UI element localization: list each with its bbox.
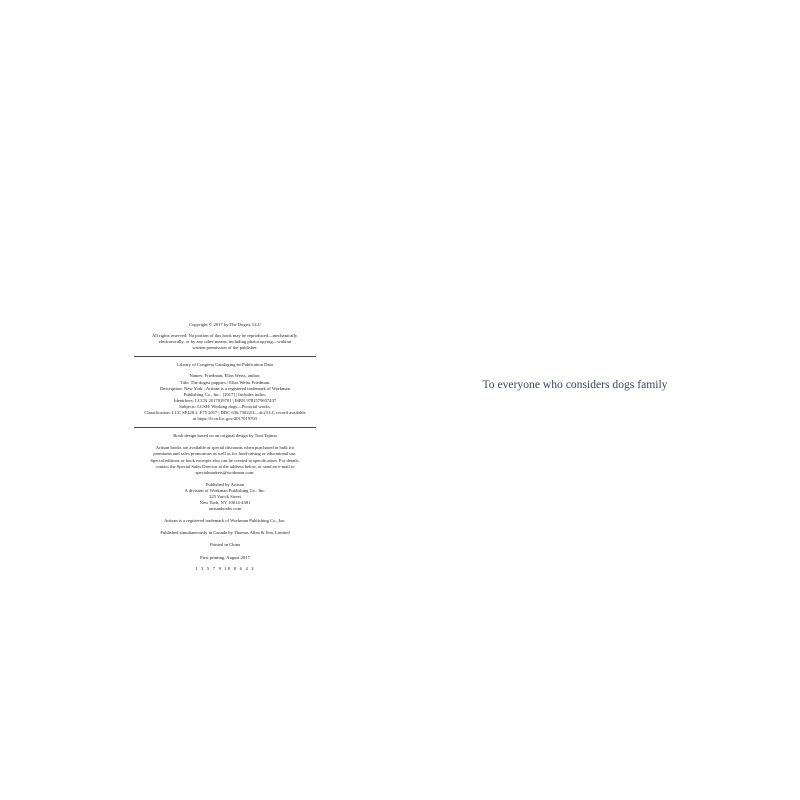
cip-line: at https://lccn.loc.gov/2017019703 [193, 416, 257, 422]
special-sales-line: premiums and sales promotions as well as for fund-raising or educational use. [153, 451, 297, 457]
cip-line: Classification: LCC SF428.2 .F75 2017 | DDC 636.73022/2—dc23 LC record available [144, 410, 306, 416]
special-sales-line: contact the Special Sales Director at the address below, or send an e-mail to [155, 463, 295, 469]
cip-line: Title: The dogist puppies / Elias Weiss Friedman. [179, 379, 271, 385]
printed-in: Printed in China [209, 542, 241, 548]
publisher-line: Published by Artisan [205, 481, 245, 487]
cip-line: Subjects: LCSH: Working dogs—Pictorial works. [179, 403, 271, 409]
trademark-notice: Artisan is a registered trademark of Workman Publishing Co., Inc. [164, 518, 286, 524]
special-sales-line: Artisan books are available at special discounts when purchased in bulk for [155, 445, 295, 451]
copyright-page [134, 322, 316, 572]
publisher-line: 225 Varick Street [209, 493, 241, 499]
first-printing: First printing, August 2017 [200, 554, 250, 560]
cip-line: Identifiers: LCCN 2017019701 | ISBN 9781579657437 [173, 397, 277, 403]
design-credit: Book design based on an original design by Toni Tajima [173, 433, 277, 439]
rights-statement [134, 333, 316, 351]
cip-line: Description: New York : Artisan is a registered trademark of Workman [160, 385, 290, 391]
cip-line: Publishing Co., Inc., [2017] | Includes index. [183, 391, 267, 397]
cip-heading: Library of Congress Cataloging-in-Publication Data [177, 362, 273, 368]
publisher-line: artisanbooks.com [208, 506, 242, 512]
rights-line: written permission of the publisher. [192, 345, 258, 351]
divider [134, 427, 316, 428]
divider [134, 356, 316, 357]
printing-numbers: 1 3 5 7 9 10 8 6 4 2 [195, 565, 255, 571]
rights-line: electronically, or by any other means, including photocopying—without [158, 339, 292, 345]
publisher-line: New York, NY 10014-4381 [199, 500, 251, 506]
copyright-notice: Copyright © 2017 by The Dogist, LLC [189, 322, 261, 327]
cip-data [134, 373, 316, 422]
cip-line: Names: Friedman, Elias Weiss, author. [189, 373, 261, 379]
publisher-line: A division of Workman Publishing Co., Inc. [184, 487, 266, 493]
special-sales-notice [134, 445, 316, 475]
dedication: To everyone who considers dogs family [482, 378, 668, 391]
special-sales-line: specialmarkets@workman.com. [195, 469, 255, 475]
publisher-info [134, 482, 316, 512]
canada-notice: Published simultaneously in Canada by Thomas Allen & Son, Limited [160, 530, 290, 536]
rights-line: All rights reserved. No portion of this book may be reproduced—mechanically, [152, 333, 298, 339]
special-sales-line: Special editions or book excerpts also can be created to specification. For details, [150, 457, 300, 463]
